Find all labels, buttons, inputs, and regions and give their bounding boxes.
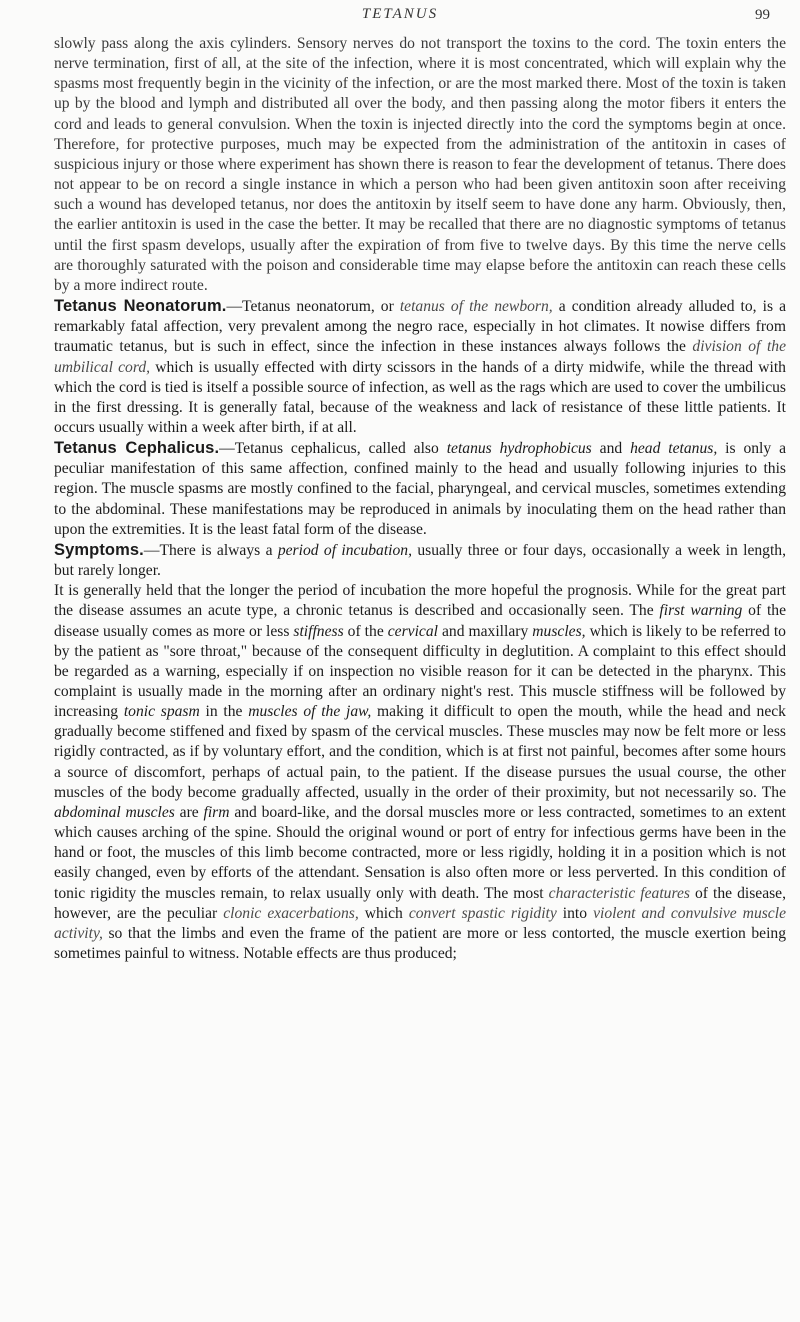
running-head [0,4,800,30]
paragraph-toxin-transport: slowly pass along the axis cylinders. Sensory nerves do not transport the toxins to the cord. The toxin enters the nerve termination, first of all, at the site of the infection, where it is most concentrated, which will explain why the spasms most frequently begin in the vicinity of the infection, or are the most marked there. Most of the toxin is taken up by the blood and lymph and distributed all over the body, and then passing along the motor fibers it enters the cord and leads to general convulsion. When the toxin is injected directly into the cord the symptoms begin at once. Therefore, for protective purposes, much may be expected from the administration of the antitoxin in cases of suspicious injury or those where experiment has shown there is reason to fear the development of tetanus. There does not appear to be on record a single instance in which a person who had been given antitoxin soon after receiving such a wound has developed tetanus, nor does the antitoxin by itself seem to have done any harm. Obviously, then, the earlier antitoxin is used in the case the better. It may be recalled that there are no diagnostic symptoms of tetanus until the first spasm develops, usually after the expiration of from five to twelve days. By this time the nerve cells are thoroughly saturated with the poison and considerable time may elapse before the antitoxin can reach these cells by a more indirect route. [54,35,786,294]
paragraph-prognosis-and-signs: It is generally held that the longer the period of incubation the more hopeful the prognosis. While for the great part the disease assumes an acute type, a chronic tetanus is described and occasionally seen. The first warning of the disease usually comes as more or less stiffness of the cervical and maxillary muscles, which is likely to be referred to by the patient as "sore throat," because of the consequent difficulty in deglutition. A complaint to this effect should be regarded as a warning, especially if on inspection no visible reason for it can be detected in the pharynx. This complaint is usually made in the morning after an ordinary night's rest. This muscle stiffness will be followed by increasing tonic spasm in the muscles of the jaw, making it difficult to open the mouth, while the head and neck gradually become stiffened and fixed by spasm of the cervical muscles. These muscles may now be felt more or less rigidly contracted, as if by voluntary effort, and the condition, which is at first not painful, becomes after some hours a source of discomfort, perhaps of actual pain, to the patient. If the disease pursues the usual course, the other muscles of the body become gradually affected, usually in the order of their proximity, but not necessarily so. The abdominal muscles are firm and board-like, and the dorsal muscles more or less contracted, sometimes to an extent which causes arching of the spine. Should the original wound or port of entry for infectious germs have been in the hand or foot, the muscles of this limb become contracted, more or less rigidly, holding it in a position which is not easily changed, even by efforts of the attendant. Sensation is also often more or less perverted. In this condition of tonic rigidity the muscles remain, to relax usually only with death. The most characteristic features of the disease, however, are the peculiar clonic exacerbations, which convert spastic rigidity into violent and convulsive muscle activity, so that the limbs and even the frame of the patient are more or less contorted, the muscle exertion being sometimes painful to witness. Notable effects are thus produced; [54,582,786,963]
paragraph-tetanus-neonatorum: Tetanus Neonatorum.—Tetanus neonatorum, or tetanus of the newborn, a condition already alluded to, is a remarkably fatal affection, very prevalent among the negro race, especially in hot climates. It nowise differs from traumatic tetanus, but is such in effect, since the infection in these instances always follows the division of the umbilical cord, which is usually effected with dirty scissors in the hands of a dirty midwife, while the thread with which the cord is tied is itself a possible source of infection, as well as the rags which are used to cover the umbilicus in the first dressing. It is generally fatal, because of the weakness and lack of resistance of these little patients. It occurs usually within a week after birth, if at all. [54,297,786,436]
section-heading-tetanus-neonatorum: Tetanus Neonatorum. [54,297,227,316]
paragraph-tetanus-cephalicus: Tetanus Cephalicus.—Tetanus cephalicus, called also tetanus hydrophobicus and head tetanus, is only a peculiar manifestation of this same affection, confined mainly to the head and usually following injuries to this region. The muscle spasms are mostly confined to the facial, pharyngeal, and cervical muscles, sometimes extending to the abdominal. These manifestations may be reproduced in animals by inoculating them on the head rather than upon the extremities. It is the least fatal form of the disease. [54,439,787,538]
body-text [54,34,786,964]
section-heading-tetanus-cephalicus: Tetanus Cephalicus. [54,439,220,458]
paragraph-symptoms: Symptoms.—There is always a period of incubation, usually three or four days, occasionally a week in length, but rarely longer. [54,540,786,580]
running-title: TETANUS [361,6,439,22]
page-number: 99 [755,7,770,23]
section-heading-symptoms: Symptoms. [54,540,144,559]
